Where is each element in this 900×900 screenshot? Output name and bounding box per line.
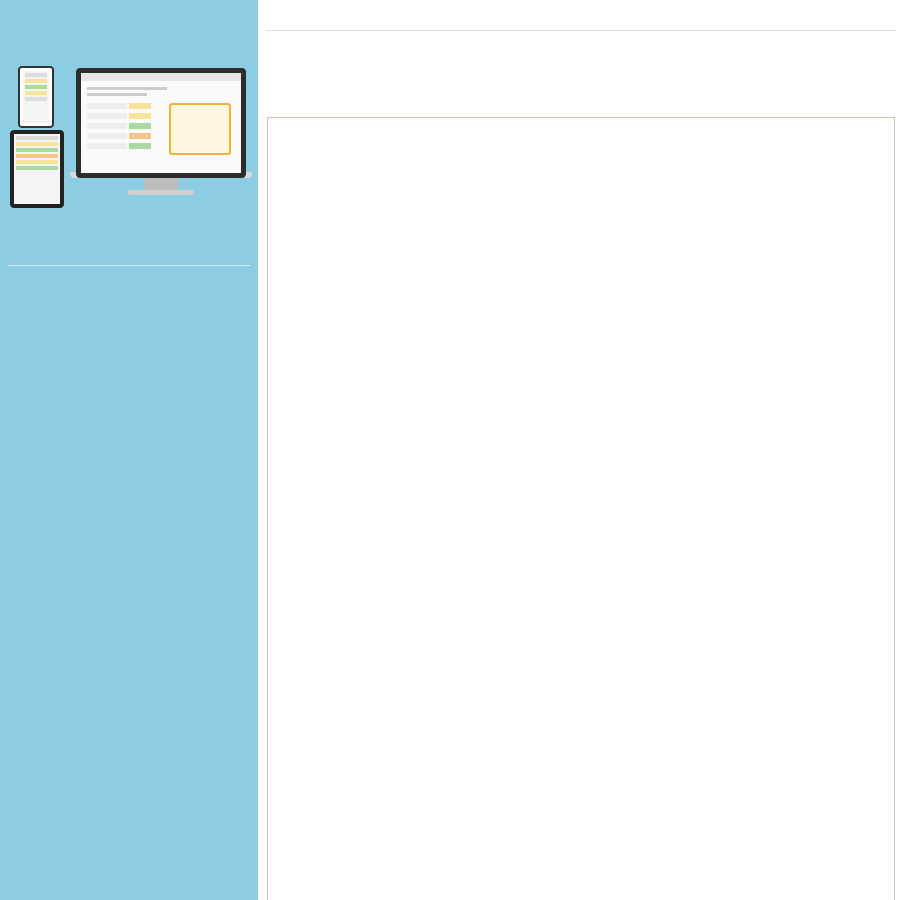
monitor-stand-base (128, 190, 194, 195)
monitor-image (76, 68, 246, 178)
risk-level-table (267, 117, 895, 900)
promo-panel (0, 0, 258, 900)
phone-image (18, 66, 54, 128)
device-illustration (10, 60, 250, 210)
title-divider (266, 30, 896, 31)
promo-divider (8, 265, 250, 266)
tablet-image (10, 130, 64, 208)
category-filter-bar (266, 54, 896, 110)
report-panel (258, 0, 900, 900)
